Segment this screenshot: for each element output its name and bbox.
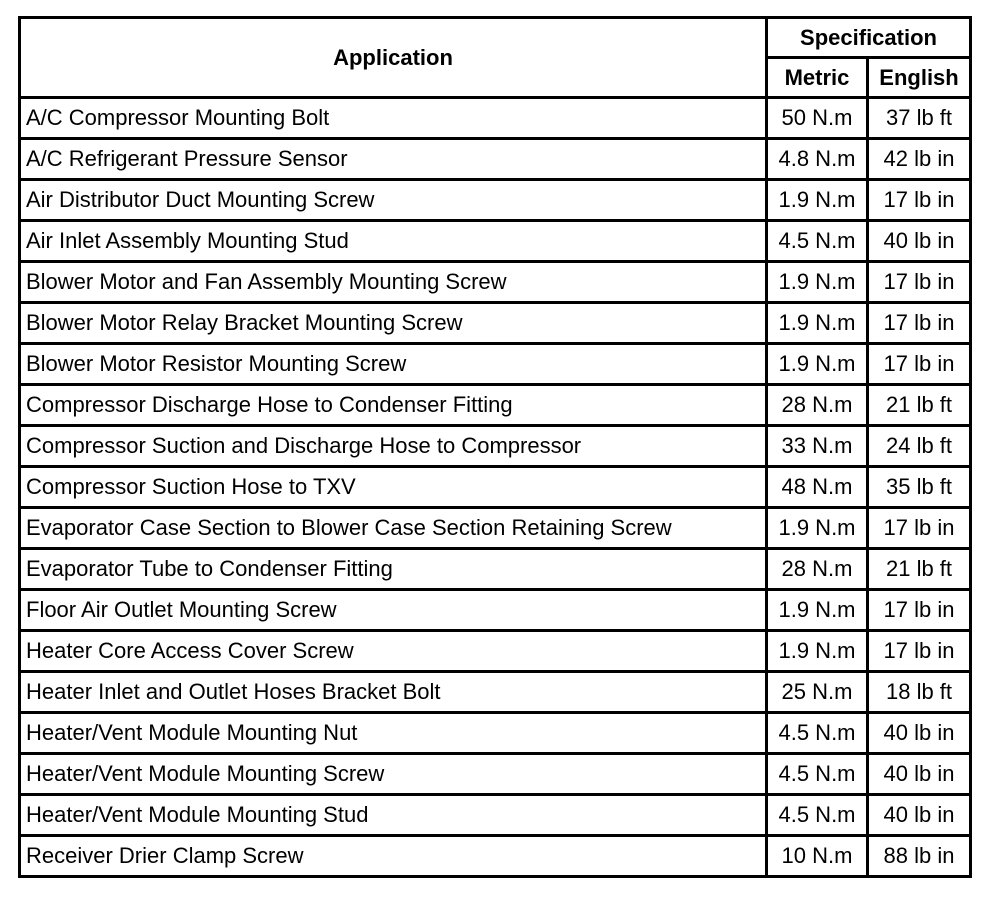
- english-value-cell: 17 lb in: [868, 303, 971, 344]
- metric-value-cell: 4.5 N.m: [767, 221, 868, 262]
- metric-value-cell: 4.8 N.m: [767, 139, 868, 180]
- table-row: [20, 836, 971, 877]
- application-cell: Evaporator Tube to Condenser Fitting: [20, 549, 767, 590]
- metric-value-cell: 28 N.m: [767, 385, 868, 426]
- table-row: [20, 385, 971, 426]
- header-row-top: [20, 18, 971, 58]
- table-row: [20, 549, 971, 590]
- metric-value-cell: 1.9 N.m: [767, 631, 868, 672]
- english-value-cell: 35 lb ft: [868, 467, 971, 508]
- english-value-cell: 17 lb in: [868, 590, 971, 631]
- application-cell: A/C Compressor Mounting Bolt: [20, 98, 767, 139]
- english-value-cell: 17 lb in: [868, 508, 971, 549]
- table-row: [20, 139, 971, 180]
- table-row: [20, 303, 971, 344]
- table-row: [20, 426, 971, 467]
- table-row: [20, 795, 971, 836]
- application-cell: Evaporator Case Section to Blower Case Section Retaining Screw: [20, 508, 767, 549]
- metric-value-cell: 1.9 N.m: [767, 303, 868, 344]
- specification-header: Specification: [767, 18, 971, 58]
- table-row: [20, 262, 971, 303]
- table-row: [20, 713, 971, 754]
- application-cell: Compressor Suction and Discharge Hose to Compressor: [20, 426, 767, 467]
- table-row: [20, 508, 971, 549]
- table-row: [20, 467, 971, 508]
- metric-value-cell: 33 N.m: [767, 426, 868, 467]
- metric-value-cell: 1.9 N.m: [767, 262, 868, 303]
- table-row: [20, 631, 971, 672]
- metric-value-cell: 4.5 N.m: [767, 713, 868, 754]
- application-cell: Heater/Vent Module Mounting Stud: [20, 795, 767, 836]
- application-cell: Air Distributor Duct Mounting Screw: [20, 180, 767, 221]
- english-value-cell: 18 lb ft: [868, 672, 971, 713]
- application-cell: Blower Motor Relay Bracket Mounting Screw: [20, 303, 767, 344]
- application-cell: Floor Air Outlet Mounting Screw: [20, 590, 767, 631]
- metric-value-cell: 1.9 N.m: [767, 344, 868, 385]
- metric-value-cell: 28 N.m: [767, 549, 868, 590]
- application-cell: Heater Inlet and Outlet Hoses Bracket Bolt: [20, 672, 767, 713]
- table-row: [20, 344, 971, 385]
- application-cell: Heater/Vent Module Mounting Screw: [20, 754, 767, 795]
- application-header: Application: [20, 18, 767, 98]
- application-cell: Compressor Suction Hose to TXV: [20, 467, 767, 508]
- english-value-cell: 17 lb in: [868, 631, 971, 672]
- english-value-cell: 88 lb in: [868, 836, 971, 877]
- table-row: [20, 754, 971, 795]
- table-row: [20, 180, 971, 221]
- english-value-cell: 21 lb ft: [868, 385, 971, 426]
- english-value-cell: 40 lb in: [868, 754, 971, 795]
- application-cell: Receiver Drier Clamp Screw: [20, 836, 767, 877]
- application-cell: Compressor Discharge Hose to Condenser Fitting: [20, 385, 767, 426]
- metric-value-cell: 1.9 N.m: [767, 590, 868, 631]
- torque-spec-table: [18, 16, 972, 878]
- application-cell: Air Inlet Assembly Mounting Stud: [20, 221, 767, 262]
- table-body: [20, 98, 971, 877]
- english-value-cell: 21 lb ft: [868, 549, 971, 590]
- application-cell: Heater/Vent Module Mounting Nut: [20, 713, 767, 754]
- metric-value-cell: 10 N.m: [767, 836, 868, 877]
- english-value-cell: 40 lb in: [868, 713, 971, 754]
- table-header: [20, 18, 971, 98]
- metric-value-cell: 48 N.m: [767, 467, 868, 508]
- application-cell: Blower Motor Resistor Mounting Screw: [20, 344, 767, 385]
- english-value-cell: 24 lb ft: [868, 426, 971, 467]
- english-value-cell: 40 lb in: [868, 795, 971, 836]
- english-value-cell: 37 lb ft: [868, 98, 971, 139]
- english-value-cell: 17 lb in: [868, 262, 971, 303]
- metric-value-cell: 25 N.m: [767, 672, 868, 713]
- english-value-cell: 17 lb in: [868, 344, 971, 385]
- table-row: [20, 672, 971, 713]
- english-value-cell: 17 lb in: [868, 180, 971, 221]
- english-value-cell: 42 lb in: [868, 139, 971, 180]
- application-cell: Heater Core Access Cover Screw: [20, 631, 767, 672]
- metric-header: Metric: [767, 58, 868, 98]
- application-cell: Blower Motor and Fan Assembly Mounting Screw: [20, 262, 767, 303]
- table-row: [20, 221, 971, 262]
- table-row: [20, 590, 971, 631]
- application-cell: A/C Refrigerant Pressure Sensor: [20, 139, 767, 180]
- metric-value-cell: 4.5 N.m: [767, 754, 868, 795]
- metric-value-cell: 1.9 N.m: [767, 508, 868, 549]
- metric-value-cell: 1.9 N.m: [767, 180, 868, 221]
- english-header: English: [868, 58, 971, 98]
- metric-value-cell: 50 N.m: [767, 98, 868, 139]
- metric-value-cell: 4.5 N.m: [767, 795, 868, 836]
- english-value-cell: 40 lb in: [868, 221, 971, 262]
- table-row: [20, 98, 971, 139]
